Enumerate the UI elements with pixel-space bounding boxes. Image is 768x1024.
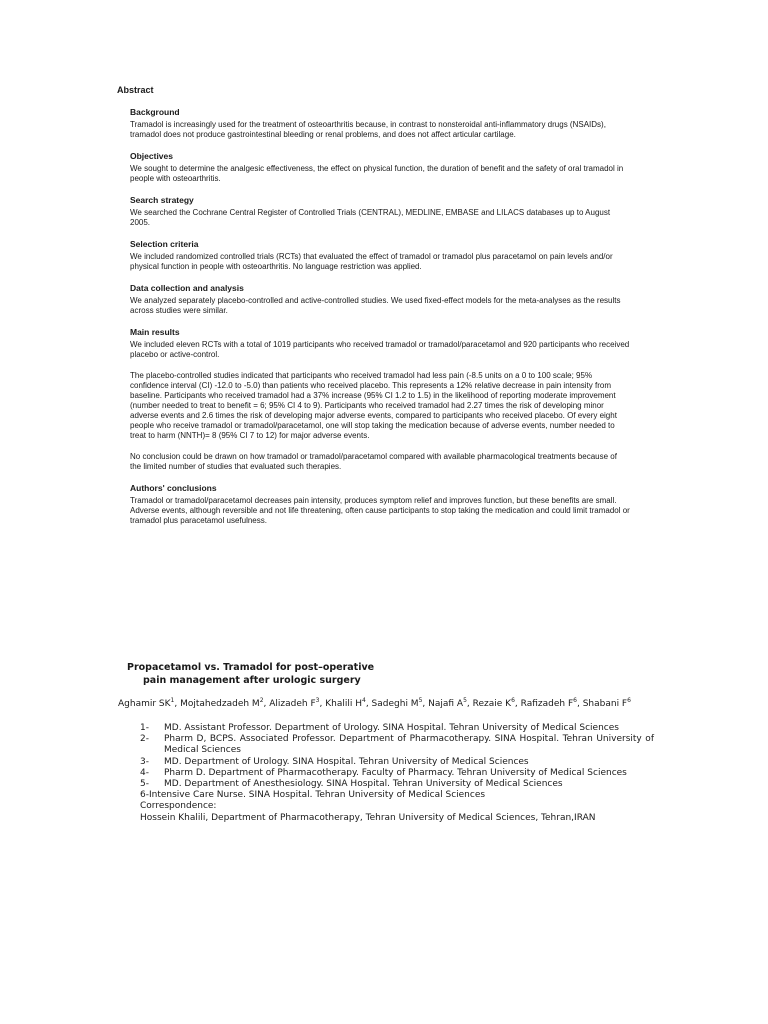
author-name: Shabani F (582, 699, 628, 709)
correspondence-text: Hossein Khalili, Department of Pharmacotherapy, Tehran University of Medical Sciences, Tehran,IRAN (140, 812, 596, 823)
author-affiliation-marker: 2 (259, 697, 264, 704)
section-paragraph: The placebo-controlled studies indicated that participants who received tramadol had less pain (-8.5 units on a 0 to 100 scale; 95% confidence interval (CI) -12.0 to -5.0) than patients who received placebo. This represents a 12% relative decrease in pain intensity from baseline. Participants who received tramadol had a 37% increase (95% CI 1.2 to 1.5) in the likelihood of reporting moderate improvement (number needed to treat to benefit = 6; 95% CI 4 to 9). Participants who received tramadol had 2.27 times the risk of developing minor adverse events and 2.6 times the risk of developing major adverse events, compared to participants who received placebo. Of every eight people who receive tramadol or tramadol/paracetamol, one will stop taking the medication because of adverse events, number needed to treat to harm (NNTH)= 8 (95% CI 7 to 12) for major adverse events. (130, 371, 617, 440)
affiliation-item: 6-Intensive Care Nurse. SINA Hospital. Tehran University of Medical Sciences (140, 790, 486, 801)
section-title: Selection criteria (130, 239, 199, 249)
abstract-heading: Abstract (117, 85, 154, 95)
author-affiliation-marker: 1 (170, 697, 175, 704)
affiliation-item (140, 757, 654, 768)
author-name: Mojtahedzadeh M (180, 699, 260, 709)
author-affiliation-marker: 5 (418, 697, 423, 704)
section-title: Data collection and analysis (130, 283, 244, 293)
section-title: Background (130, 107, 180, 117)
affiliation-item (140, 779, 654, 790)
author-affiliation-marker: 5 (463, 697, 467, 704)
section-selection-criteria (130, 239, 630, 272)
section-search-strategy (130, 195, 630, 228)
affiliation-text: MD. Assistant Professor. Department of Urology. SINA Hospital. Tehran University of Medical Sciences (164, 723, 619, 733)
author-list: Aghamir $SK^1$, Mojtahedzadeh $M^2$, Alizadeh $F^3$, Khalili $H^4$, Sadeghi $M^5$, Najafi $A^5$, Rezaie $K^6$, Rafizadeh $F^6$, Shabani $F^6$ (118, 697, 631, 709)
affiliation-list (140, 723, 654, 824)
affiliation-item (140, 768, 654, 779)
author-name: Aghamir SK (118, 699, 171, 709)
section-paragraph: We included randomized controlled trials (RCTs) that evaluated the effect of tramadol or tramadol plus paracetamol on pain levels and/or physical function in people with osteoarthritis. No language restriction was applied. (130, 252, 613, 271)
affiliation-number: 1- (140, 723, 149, 733)
author-affiliation-marker: 4 (361, 697, 366, 704)
section-paragraph: We included eleven RCTs with a total of 1019 participants who received tramadol or tramadol/paracetamol and 920 participants who received placebo or active-control. (130, 340, 630, 359)
section-paragraph: Tramadol is increasingly used for the treatment of osteoarthritis because, in contrast to nonsteroidal anti-inflammatory drugs (NSAIDs), tramadol does not produce gastrointestinal bleeding or renal problems, and does not affect articular cartilage. (130, 120, 606, 139)
section-paragraph: No conclusion could be drawn on how tramadol or tramadol/paracetamol compared with available pharmacological treatments because of the limited number of studies that evaluated such therapies. (130, 452, 617, 471)
affiliation-item (140, 723, 654, 734)
affiliation-number: 4- (140, 767, 149, 778)
article-title (127, 661, 447, 687)
author-name: Najafi A (428, 699, 464, 709)
section-paragraph: We searched the Cochrane Central Register of Controlled Trials (CENTRAL), MEDLINE, EMBASE and LILACS databases up to August 2005. (130, 208, 611, 227)
section-title: Search strategy (130, 195, 194, 205)
correspondence-label: Correspondence: (140, 801, 217, 812)
author-affiliation-marker: 6 (573, 697, 577, 704)
section-paragraph: We analyzed separately placebo-controlled and active-controlled studies. We used fixed-effect models for the meta-analyses as the results across studies were similar. (130, 296, 621, 315)
author-name: Khalili H (325, 699, 362, 709)
section-authors-conclusions (130, 483, 630, 526)
section-paragraph: We sought to determine the analgesic effectiveness, the effect on physical function, the duration of benefit and the safety of oral tramadol in people with osteoarthritis. (130, 164, 624, 183)
abstract-body (130, 107, 630, 537)
affiliation-number: 5- (140, 779, 149, 790)
affiliation-text: Pharm D. Department of Pharmacotherapy. Faculty of Pharmacy. Tehran University of Medical Sciences (164, 767, 627, 778)
section-title: Authors' conclusions (130, 483, 217, 493)
affiliation-text: MD. Department of Anesthesiology. SINA Hospital. Tehran University of Medical Sciences (164, 779, 563, 790)
affiliation-item (140, 734, 654, 756)
affiliation-text: Pharm D, BCPS. Associated Professor. Department of Pharmacotherapy. SINA Hospital. Tehran University of Medical Sciences (164, 734, 654, 756)
section-data-collection (130, 283, 630, 316)
section-title: Objectives (130, 151, 173, 161)
author-name: Sadeghi M (371, 699, 419, 709)
author-affiliation-marker: 6 (627, 697, 631, 704)
author-name: Alizadeh F (269, 699, 316, 709)
article-title-line: Propacetamol vs. Tramadol for post–operative (127, 662, 375, 673)
section-paragraph: Tramadol or tramadol/paracetamol decreases pain intensity, produces symptom relief and improves function, but these benefits are small. Adverse events, although reversible and not life threatening, often cause participants to stop taking the medication and could limit tramadol or tramadol plus paracetamol usefulness. (130, 496, 630, 525)
author-name: Rafizadeh F (520, 699, 574, 709)
author-affiliation-marker: 3 (315, 697, 320, 704)
section-main-results (130, 327, 630, 472)
affiliation-number: 3- (140, 756, 149, 767)
affiliation-number: 2- (140, 734, 149, 745)
section-title: Main results (130, 327, 180, 337)
affiliation-text: MD. Department of Urology. SINA Hospital. Tehran University of Medical Sciences (164, 756, 529, 767)
author-affiliation-marker: 6 (511, 697, 515, 704)
section-objectives (130, 151, 630, 184)
author-name: Rezaie K (472, 699, 512, 709)
section-background (130, 107, 630, 140)
article-title-line: pain management after urologic surgery (143, 675, 361, 686)
